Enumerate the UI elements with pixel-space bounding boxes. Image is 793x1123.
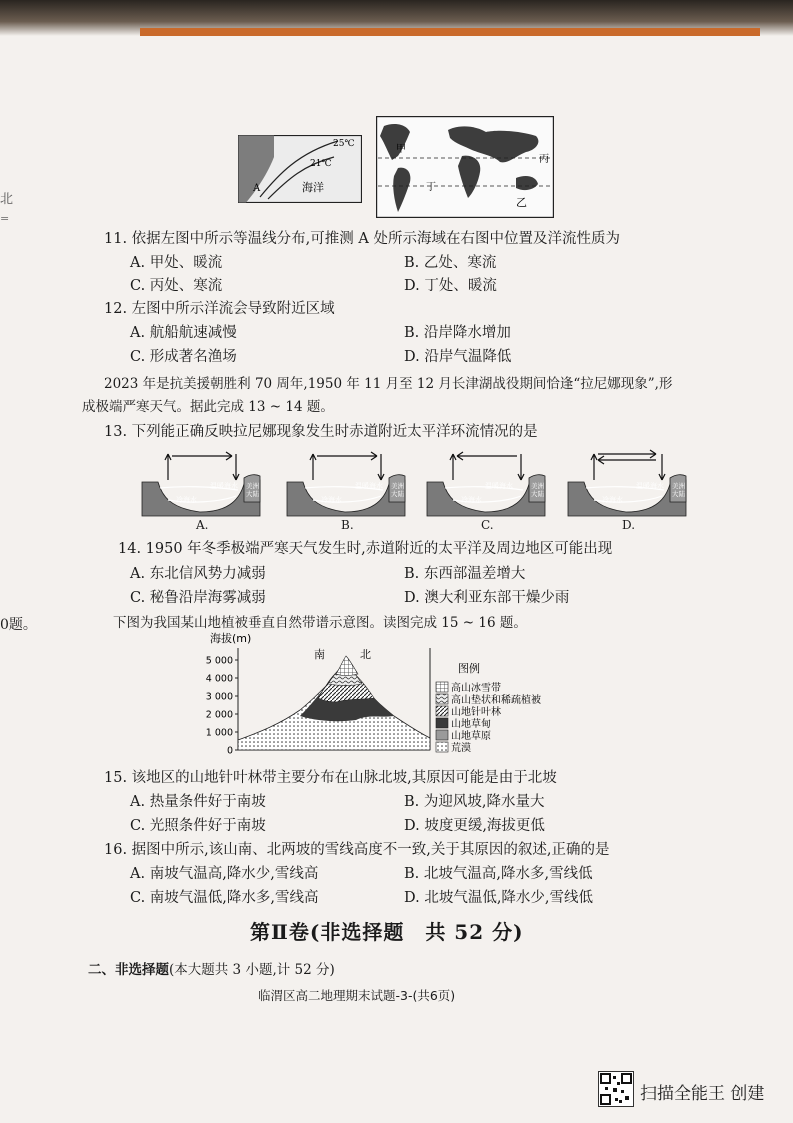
q12-option-b: B. 沿岸降水增加 bbox=[404, 325, 511, 341]
q14-option-d: D. 澳大利亚东部干燥少雨 bbox=[404, 590, 570, 606]
part2-heading bbox=[88, 958, 335, 978]
left-margin-mark: 北 bbox=[0, 192, 14, 207]
legend-label: 山地草原 bbox=[451, 731, 491, 742]
legend-swatch-desert bbox=[436, 742, 448, 752]
q12-option-a: A. 航船航速减慢 bbox=[130, 325, 237, 341]
mountain-zonation-diagram bbox=[200, 628, 580, 756]
q12-option-d: D. 沿岸气温降低 bbox=[404, 349, 512, 365]
q11-option-b: B. 乙处、寒流 bbox=[404, 255, 497, 271]
q11-option-c: C. 丙处、寒流 bbox=[130, 278, 223, 294]
q16-option-d: D. 北坡气温低,降水少,雪线低 bbox=[404, 890, 594, 906]
warm-water-label: 温暖海水 bbox=[636, 482, 664, 490]
page-footer: 临渭区高二地理期末试题-3-(共6页) bbox=[258, 988, 456, 1003]
question-11: 11. 依据左图中所示等温线分布,可推测 A 处所示海域在右图中位置及洋流性质为 bbox=[104, 231, 620, 247]
map-label-bing: 丙 bbox=[539, 154, 549, 165]
map-label-ding: 丁 bbox=[426, 182, 436, 193]
walker-diagram-option bbox=[140, 446, 262, 532]
legend-swatch-ice bbox=[436, 682, 448, 692]
q15-option-a: A. 热量条件好于南坡 bbox=[130, 794, 266, 810]
world-map bbox=[376, 116, 554, 218]
south-label: 南 bbox=[314, 648, 325, 661]
land-label-1: 美洲 bbox=[246, 482, 259, 490]
q15-option-d: D. 坡度更缓,海拔更低 bbox=[404, 818, 545, 834]
legend-label: 荒漠 bbox=[451, 743, 471, 754]
land-label-1: 美洲 bbox=[531, 482, 544, 490]
q16-option-c: C. 南坡气温低,降水多,雪线高 bbox=[130, 890, 319, 906]
legend-label: 高山冰雪带 bbox=[451, 683, 501, 694]
walker-option-label: A. bbox=[196, 518, 209, 532]
warm-water-label: 温暖海水 bbox=[485, 482, 513, 490]
y-tick-label: 4 000 bbox=[205, 673, 233, 685]
land-label-2: 大陆 bbox=[672, 490, 685, 498]
left-margin-mark: = bbox=[0, 212, 10, 225]
walker-diagram-option bbox=[285, 446, 407, 532]
y-tick-label: 2 000 bbox=[205, 709, 233, 721]
land-label-2: 大陆 bbox=[391, 490, 404, 498]
q14-option-a: A. 东北信风势力减弱 bbox=[130, 566, 266, 582]
north-label: 北 bbox=[360, 648, 371, 661]
walker-diagram-option bbox=[566, 446, 688, 532]
q14-option-b: B. 东西部温差增大 bbox=[404, 566, 526, 582]
cold-water-label: 冷海水 bbox=[321, 496, 342, 504]
material-15-16: 下图为我国某山地植被垂直自然带谱示意图。读图完成 15 ~ 16 题。 bbox=[113, 615, 527, 631]
page-top-stripe bbox=[140, 28, 760, 36]
legend-label: 山地针叶林 bbox=[451, 707, 501, 718]
map-label-yi: 乙 bbox=[516, 196, 527, 209]
question-13: 13. 下列能正确反映拉尼娜现象发生时赤道附近太平洋环流情况的是 bbox=[104, 424, 538, 440]
y-tick-label: 5 000 bbox=[205, 655, 233, 667]
part2-rest: (本大题共 3 小题,计 52 分) bbox=[169, 962, 335, 978]
legend-label: 山地草甸 bbox=[451, 719, 491, 730]
point-a-label: A bbox=[253, 183, 261, 194]
walker-diagram-option bbox=[425, 446, 547, 532]
section-title: 第Ⅱ卷(非选择题 共 52 分) bbox=[250, 920, 524, 944]
material-13-14-line2: 成极端严寒天气。据此完成 13 ~ 14 题。 bbox=[82, 399, 334, 415]
y-tick-label: 3 000 bbox=[205, 691, 233, 703]
qr-code-icon bbox=[598, 1071, 634, 1107]
material-13-14-line1: 2023 年是抗美援朝胜利 70 周年,1950 年 11 月至 12 月长津湖战役期间恰逢“拉尼娜现象”,形 bbox=[104, 376, 673, 392]
ocean-label: 海洋 bbox=[302, 181, 324, 194]
cold-water-label: 冷海水 bbox=[176, 496, 197, 504]
q15-option-b: B. 为迎风坡,降水量大 bbox=[404, 794, 545, 810]
q11-option-a: A. 甲处、暖流 bbox=[130, 255, 223, 271]
legend-swatch-meadow bbox=[436, 718, 448, 728]
walker-option-label: C. bbox=[481, 518, 494, 532]
land-label-1: 美洲 bbox=[391, 482, 404, 490]
walker-option-label: B. bbox=[341, 518, 354, 532]
land-label-2: 大陆 bbox=[246, 490, 259, 498]
y-axis-label: 海拔(m) bbox=[210, 632, 252, 645]
legend-label: 高山垫状和稀疏植被 bbox=[451, 695, 541, 706]
legend-title: 图例 bbox=[458, 662, 480, 675]
walker-option-label: D. bbox=[622, 518, 636, 532]
isotherm-21-label: 21℃ bbox=[310, 159, 332, 169]
question-15: 15. 该地区的山地针叶林带主要分布在山脉北坡,其原因可能是由于北坡 bbox=[104, 770, 557, 786]
q12-option-c: C. 形成著名渔场 bbox=[130, 349, 237, 365]
question-12: 12. 左图中所示洋流会导致附近区域 bbox=[104, 301, 335, 317]
cold-water-label: 冷海水 bbox=[461, 496, 482, 504]
isotherm-map bbox=[238, 135, 362, 203]
q15-option-c: C. 光照条件好于南坡 bbox=[130, 818, 266, 834]
y-tick-label: 0 bbox=[226, 745, 233, 756]
scanner-watermark: 扫描全能王 创建 bbox=[640, 1084, 765, 1104]
y-tick-label: 1 000 bbox=[205, 727, 233, 739]
isotherm-25-label: 25℃ bbox=[333, 139, 355, 149]
warm-water-label: 温暖海水 bbox=[210, 482, 238, 490]
left-margin-fragment: 0题。 bbox=[0, 617, 37, 633]
map-label-jia: 甲 bbox=[396, 144, 406, 155]
warm-water-label: 温暖海水 bbox=[355, 482, 383, 490]
legend-swatch-steppe bbox=[436, 730, 448, 740]
legend-swatch-cushion bbox=[436, 694, 448, 704]
question-14: 14. 1950 年冬季极端严寒天气发生时,赤道附近的太平洋及周边地区可能出现 bbox=[118, 541, 613, 557]
question-16: 16. 据图中所示,该山南、北两坡的雪线高度不一致,关于其原因的叙述,正确的是 bbox=[104, 842, 610, 858]
legend-swatch-conifer bbox=[436, 706, 448, 716]
part2-head: 二、非选择题 bbox=[88, 962, 169, 978]
q16-option-b: B. 北坡气温高,降水多,雪线低 bbox=[404, 866, 593, 882]
q14-option-c: C. 秘鲁沿岸海雾减弱 bbox=[130, 590, 266, 606]
land-label-1: 美洲 bbox=[672, 482, 685, 490]
land-label-2: 大陆 bbox=[531, 490, 544, 498]
q11-option-d: D. 丁处、暖流 bbox=[404, 278, 497, 294]
cold-water-label: 冷海水 bbox=[602, 496, 623, 504]
q16-option-a: A. 南坡气温高,降水少,雪线高 bbox=[130, 866, 319, 882]
